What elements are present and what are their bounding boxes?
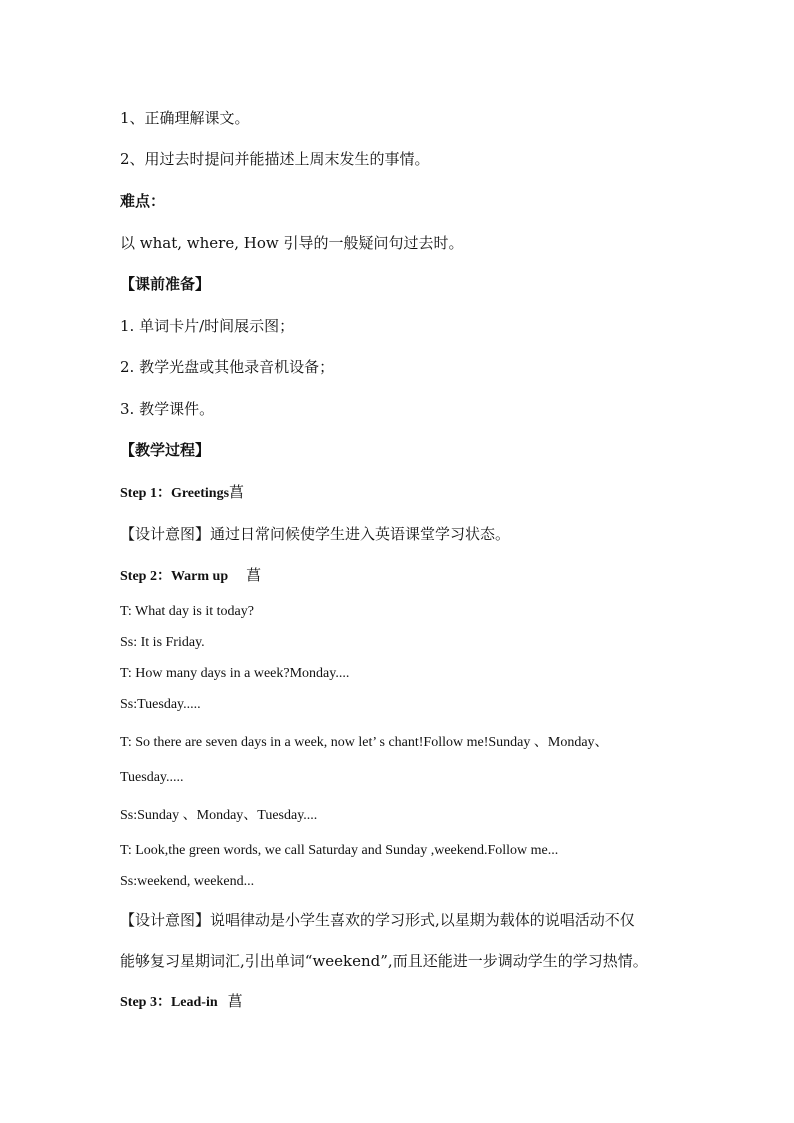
goal-item-1: 1、正确理解课文。 [120, 109, 250, 127]
preparation-item-2: 2. 教学光盘或其他录音机设备； [120, 358, 335, 376]
dialogue-line-2: Ss: It is Friday. [120, 635, 205, 650]
step-2-intent-line-2: 能够复习星期词汇,引出单词“weekend”,而且还能进一步调动学生的学习热情。 [120, 952, 648, 970]
step-1-heading [120, 486, 244, 501]
step-3-heading [120, 995, 243, 1010]
step-1-label: Step 1：Greetings [120, 486, 230, 501]
step-2-intent-line-1: 【设计意图】说唱律动是小学生喜欢的学习形式,以星期为载体的说唱活动不仅 [120, 911, 635, 929]
dialogue-line-9: Ss:weekend, weekend... [120, 874, 255, 889]
step-2-mark: 菖 [246, 568, 262, 584]
dialogue-line-7: Ss:Sunday 、Monday、Tuesday.... [120, 808, 318, 823]
dialogue-line-5: T: So there are seven days in a week, now let’ s chant!Follow me!Sunday 、Monday、 [120, 735, 609, 750]
dialogue-line-3: T: How many days in a week?Monday.... [120, 666, 350, 681]
step-2-heading [120, 569, 261, 584]
step-3-label: Step 3：Lead-in [120, 995, 218, 1010]
difficulty-heading: 难点： [120, 192, 166, 210]
dialogue-line-6: Tuesday..... [120, 770, 184, 785]
step-2-label: Step 2：Warm up [120, 569, 229, 584]
difficulty-text: 以 what, where, How 引导的一般疑问句过去时。 [120, 234, 464, 252]
step-1-intent: 【设计意图】通过日常问候使学生进入英语课堂学习状态。 [120, 525, 511, 543]
step-1-mark: 菖 [229, 485, 245, 501]
preparation-heading: 【课前准备】 [120, 275, 211, 293]
dialogue-line-8: T: Look,the green words, we call Saturday and Sunday ,weekend.Follow me... [120, 843, 559, 858]
dialogue-line-1: T: What day is it today? [120, 604, 254, 619]
dialogue-line-4: Ss:Tuesday..... [120, 697, 201, 712]
goal-item-2: 2、用过去时提问并能描述上周末发生的事情。 [120, 150, 430, 168]
step-3-mark: 菖 [227, 994, 243, 1010]
preparation-item-3: 3. 教学课件。 [120, 400, 215, 418]
process-heading: 【教学过程】 [120, 441, 211, 459]
preparation-item-1: 1. 单词卡片/时间展示图； [120, 317, 295, 335]
